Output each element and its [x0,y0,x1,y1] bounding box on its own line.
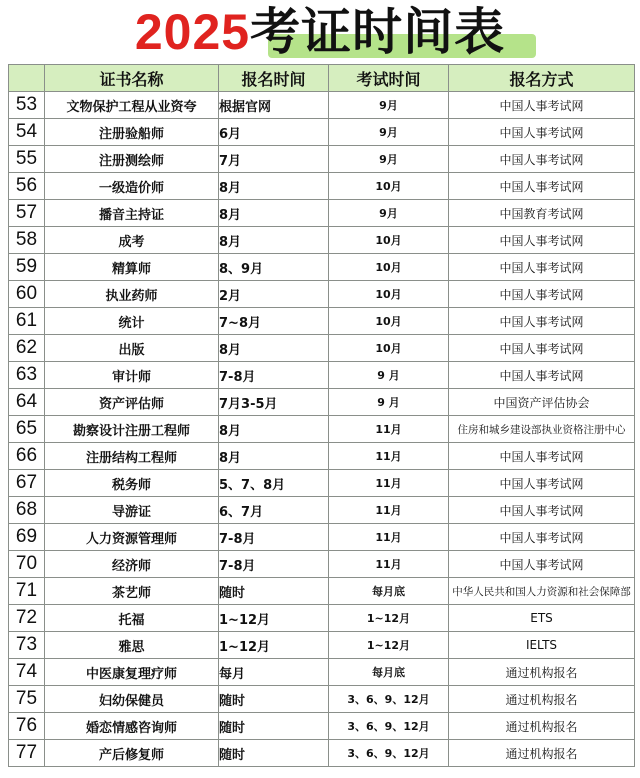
registration-time: 8月 [219,335,329,362]
table-row [9,200,635,227]
exam-time: 3、6、9、12月 [329,740,449,767]
row-number: 68 [9,497,45,524]
registration-method: 通过机构报名 [449,686,635,713]
registration-method: 中国人事考试网 [449,308,635,335]
registration-time: 8月 [219,173,329,200]
exam-time: 9 月 [329,389,449,416]
registration-time: 每月 [219,659,329,686]
registration-method: 中国人事考试网 [449,92,635,119]
registration-time: 8月 [219,200,329,227]
registration-method: 中国人事考试网 [449,254,635,281]
exam-time: 10月 [329,254,449,281]
registration-method: ETS [449,605,635,632]
header-registration-time: 报名时间 [219,65,329,92]
table-row [9,470,635,497]
exam-time: 10月 [329,281,449,308]
registration-method: 中华人民共和国人力资源和社会保障部 [449,578,635,605]
certificate-name: 资产评估师 [45,389,219,416]
row-number: 62 [9,335,45,362]
registration-method: 中国人事考试网 [449,173,635,200]
table-row [9,227,635,254]
table-header-row [9,65,635,92]
certificate-name: 注册验船师 [45,119,219,146]
certificate-name: 统计 [45,308,219,335]
registration-time: 7-8月 [219,362,329,389]
registration-time: 根据官网 [219,92,329,119]
row-number: 70 [9,551,45,578]
certificate-name: 妇幼保健员 [45,686,219,713]
certificate-name: 文物保护工程从业资夸 [45,92,219,119]
registration-method: 中国教育考试网 [449,200,635,227]
registration-time: 6、7月 [219,497,329,524]
certificate-name: 茶艺师 [45,578,219,605]
row-number: 54 [9,119,45,146]
row-number: 74 [9,659,45,686]
certificate-name: 播音主持证 [45,200,219,227]
exam-time: 3、6、9、12月 [329,713,449,740]
table-row [9,254,635,281]
row-number: 56 [9,173,45,200]
registration-time: 8月 [219,416,329,443]
row-number: 59 [9,254,45,281]
table-row [9,92,635,119]
exam-time: 9月 [329,92,449,119]
certificate-name: 勘察设计注册工程师 [45,416,219,443]
table-row [9,443,635,470]
certificate-name: 人力资源管理师 [45,524,219,551]
registration-time: 7月 [219,146,329,173]
title-year: 2025 [134,4,251,60]
exam-time: 10月 [329,173,449,200]
row-number: 57 [9,200,45,227]
exam-time: 1~12月 [329,605,449,632]
exam-time: 10月 [329,308,449,335]
certificate-name: 产后修复师 [45,740,219,767]
table-row [9,524,635,551]
registration-method: 住房和城乡建设部执业资格注册中心 [449,416,635,443]
exam-time: 10月 [329,335,449,362]
certificate-name: 经济师 [45,551,219,578]
certificate-name: 注册测绘师 [45,146,219,173]
registration-time: 随时 [219,578,329,605]
certificate-name: 托福 [45,605,219,632]
registration-time: 7月3-5月 [219,389,329,416]
table-row [9,686,635,713]
certificate-name: 注册结构工程师 [45,443,219,470]
certificate-name: 导游证 [45,497,219,524]
row-number: 60 [9,281,45,308]
row-number: 58 [9,227,45,254]
row-number: 76 [9,713,45,740]
certificate-name: 精算师 [45,254,219,281]
exam-time: 每月底 [329,578,449,605]
registration-method: 中国人事考试网 [449,524,635,551]
table-row [9,308,635,335]
table-row [9,362,635,389]
row-number: 65 [9,416,45,443]
certificate-name: 税务师 [45,470,219,497]
registration-time: 1~12月 [219,632,329,659]
exam-time: 10月 [329,227,449,254]
table-row [9,389,635,416]
exam-time: 11月 [329,443,449,470]
exam-time: 1~12月 [329,632,449,659]
table-row [9,281,635,308]
registration-method: 通过机构报名 [449,659,635,686]
table-row [9,173,635,200]
registration-method: 中国人事考试网 [449,362,635,389]
header-certificate-name: 证书名称 [45,65,219,92]
registration-time: 5、7、8月 [219,470,329,497]
row-number: 64 [9,389,45,416]
table-row [9,659,635,686]
registration-time: 8月 [219,227,329,254]
header-registration-method: 报名方式 [449,65,635,92]
table-row [9,119,635,146]
table-row [9,497,635,524]
row-number: 66 [9,443,45,470]
row-number: 53 [9,92,45,119]
exam-time: 3、6、9、12月 [329,686,449,713]
table-body [9,92,635,767]
page-header [0,0,640,64]
exam-time: 9月 [329,146,449,173]
row-number: 63 [9,362,45,389]
registration-method: 中国人事考试网 [449,497,635,524]
header-exam-time: 考试时间 [329,65,449,92]
row-number: 77 [9,740,45,767]
registration-method: 中国人事考试网 [449,335,635,362]
table-row [9,335,635,362]
table-row [9,551,635,578]
row-number: 55 [9,146,45,173]
registration-method: 中国人事考试网 [449,227,635,254]
registration-method: 中国人事考试网 [449,470,635,497]
registration-time: 7-8月 [219,551,329,578]
registration-method: 中国资产评估协会 [449,389,635,416]
exam-time: 9月 [329,200,449,227]
exam-time: 11月 [329,497,449,524]
certificate-name: 成考 [45,227,219,254]
row-number: 75 [9,686,45,713]
registration-time: 7~8月 [219,308,329,335]
certificate-name: 执业药师 [45,281,219,308]
exam-time: 9 月 [329,362,449,389]
table-row [9,632,635,659]
row-number: 71 [9,578,45,605]
registration-time: 8月 [219,443,329,470]
registration-time: 随时 [219,740,329,767]
registration-time: 8、9月 [219,254,329,281]
certificate-name: 婚恋情感咨询师 [45,713,219,740]
row-number: 61 [9,308,45,335]
registration-time: 2月 [219,281,329,308]
exam-time: 11月 [329,551,449,578]
exam-time: 11月 [329,416,449,443]
registration-method: 中国人事考试网 [449,119,635,146]
page-title [135,2,505,62]
exam-time: 每月底 [329,659,449,686]
table-row [9,416,635,443]
row-number: 73 [9,632,45,659]
registration-time: 7-8月 [219,524,329,551]
exam-time: 9月 [329,119,449,146]
registration-time: 随时 [219,686,329,713]
certificate-name: 出版 [45,335,219,362]
registration-method: 中国人事考试网 [449,443,635,470]
row-number: 69 [9,524,45,551]
exam-time: 11月 [329,470,449,497]
row-number: 67 [9,470,45,497]
table-row [9,605,635,632]
exam-schedule-table [8,64,635,767]
table-row [9,713,635,740]
table-row [9,740,635,767]
registration-time: 6月 [219,119,329,146]
certificate-name: 审计师 [45,362,219,389]
table-row [9,578,635,605]
registration-time: 1~12月 [219,605,329,632]
registration-method: 中国人事考试网 [449,551,635,578]
certificate-name: 一级造价师 [45,173,219,200]
certificate-name: 雅思 [45,632,219,659]
registration-method: IELTS [449,632,635,659]
header-number [9,65,45,92]
exam-time: 11月 [329,524,449,551]
registration-method: 中国人事考试网 [449,146,635,173]
registration-method: 中国人事考试网 [449,281,635,308]
table-row [9,146,635,173]
certificate-name: 中医康复理疗师 [45,659,219,686]
row-number: 72 [9,605,45,632]
registration-time: 随时 [219,713,329,740]
registration-method: 通过机构报名 [449,740,635,767]
title-text: 考证时间表 [250,3,506,61]
registration-method: 通过机构报名 [449,713,635,740]
